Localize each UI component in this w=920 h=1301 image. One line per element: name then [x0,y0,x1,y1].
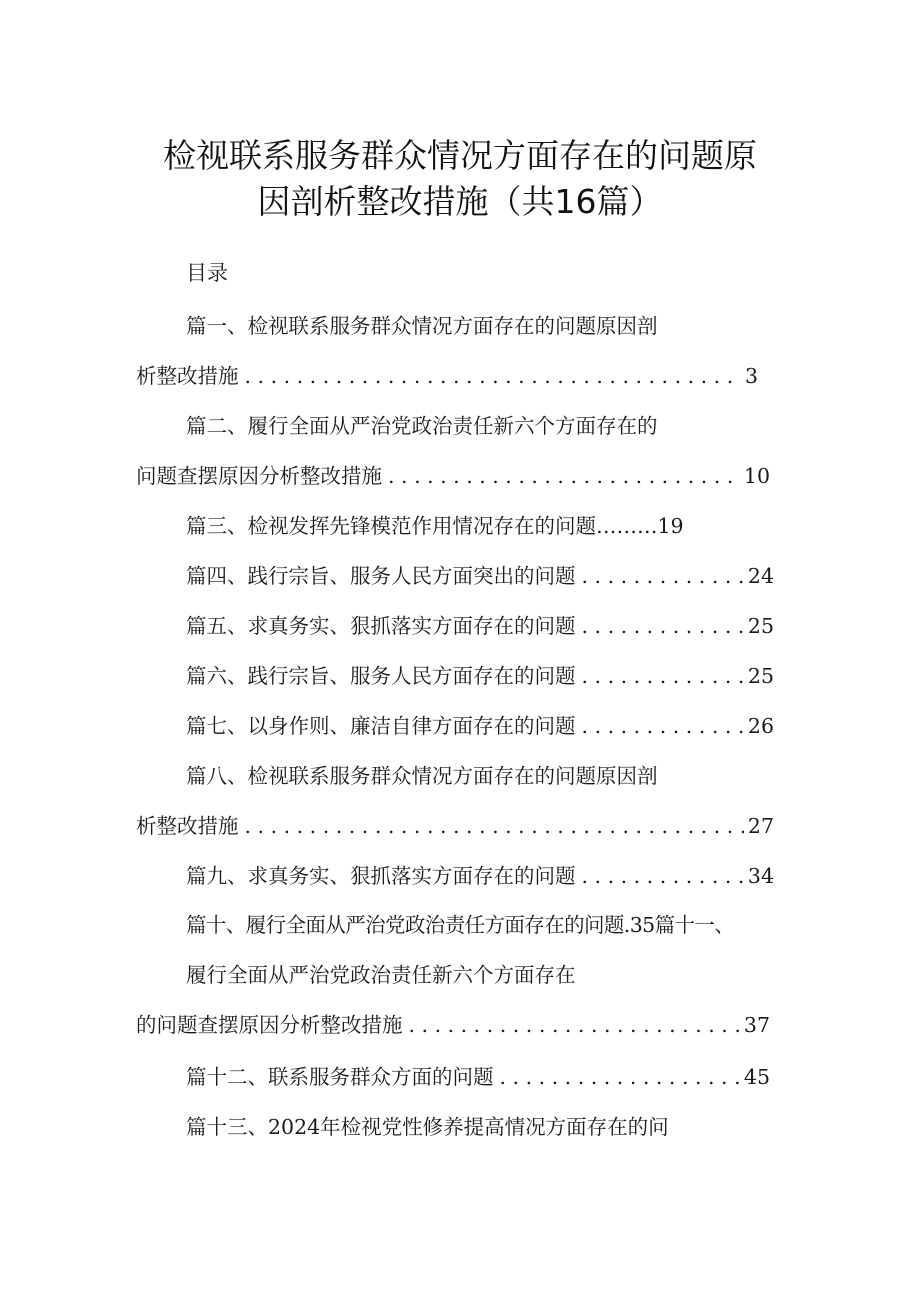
document-title-line-1: 检视联系服务群众情况方面存在的问题原 [163,136,757,175]
leader-dots [245,361,741,391]
leader-dots [245,811,744,841]
toc-entry-text: 篇十二、联系服务群众方面的问题 [186,1065,494,1089]
leader-dots [388,461,740,491]
toc-entry-13-line-1[interactable]: 篇十三、2024年检视党性修养提高情况方面存在的问 [186,1115,669,1139]
toc-page-number: 45 [743,1065,770,1089]
toc-entry-text: 问题查摆原因分析整改措施 [136,464,382,488]
toc-entry-1[interactable] [136,361,758,391]
toc-entry-10[interactable]: 篇十、履行全面从严治党政治责任方面存在的问题.35篇十一、 [186,913,735,937]
toc-page-number: 27 [747,814,774,838]
toc-page-number: 10 [743,464,770,488]
toc-entry-11-line-1: 履行全面从严治党政治责任新六个方面存在 [186,963,576,987]
toc-entry-8-line-1: 篇八、检视联系服务群众情况方面存在的问题原因剖 [186,764,658,788]
toc-page-number: 37 [743,1013,770,1037]
toc-entry-text: 析整改措施 [136,364,239,388]
toc-page-number: 34 [747,864,774,888]
toc-page-number: 24 [747,564,774,588]
toc-page-number: 25 [747,614,774,638]
toc-page-number: 26 [747,714,774,738]
toc-entry-text: 篇七、以身作则、廉洁自律方面存在的问题 [186,714,576,738]
toc-entry-1-line-1: 篇一、检视联系服务群众情况方面存在的问题原因剖 [186,314,658,338]
toc-page-number: 3 [744,364,758,388]
toc-entry-7[interactable] [186,711,774,741]
leader-dots [409,1010,740,1040]
leader-dots [582,611,744,641]
leader-dots [582,711,744,741]
toc-entry-text: 篇六、践行宗旨、服务人民方面存在的问题 [186,664,576,688]
leader-dots [582,861,744,891]
toc-entry-text: 篇五、求真务实、狠抓落实方面存在的问题 [186,614,576,638]
toc-entry-text: 析整改措施 [136,814,239,838]
toc-entry-4[interactable] [186,561,774,591]
toc-entry-6[interactable] [186,661,774,691]
toc-entry-9[interactable] [186,861,774,891]
document-title-line-2: 因剖析整改措施（共16篇） [257,182,663,221]
toc-entry-text: 的问题查摆原因分析整改措施 [136,1013,403,1037]
leader-dots [582,661,744,691]
toc-entry-11[interactable] [136,1010,770,1040]
toc-entry-8[interactable] [136,811,774,841]
leader-dots [500,1062,740,1092]
toc-entry-text: 篇四、践行宗旨、服务人民方面突出的问题 [186,564,576,588]
toc-page-number: 25 [747,664,774,688]
toc-entry-5[interactable] [186,611,774,641]
toc-entry-3[interactable]: 篇三、检视发挥先锋模范作用情况存在的问题………19 [186,514,684,538]
toc-entry-12[interactable] [186,1062,770,1092]
toc-heading: 目录 [186,261,228,285]
toc-entry-2-line-1: 篇二、履行全面从严治党政治责任新六个方面存在的 [186,414,658,438]
leader-dots [582,561,744,591]
toc-entry-2[interactable] [136,461,770,491]
toc-entry-text: 篇九、求真务实、狠抓落实方面存在的问题 [186,864,576,888]
